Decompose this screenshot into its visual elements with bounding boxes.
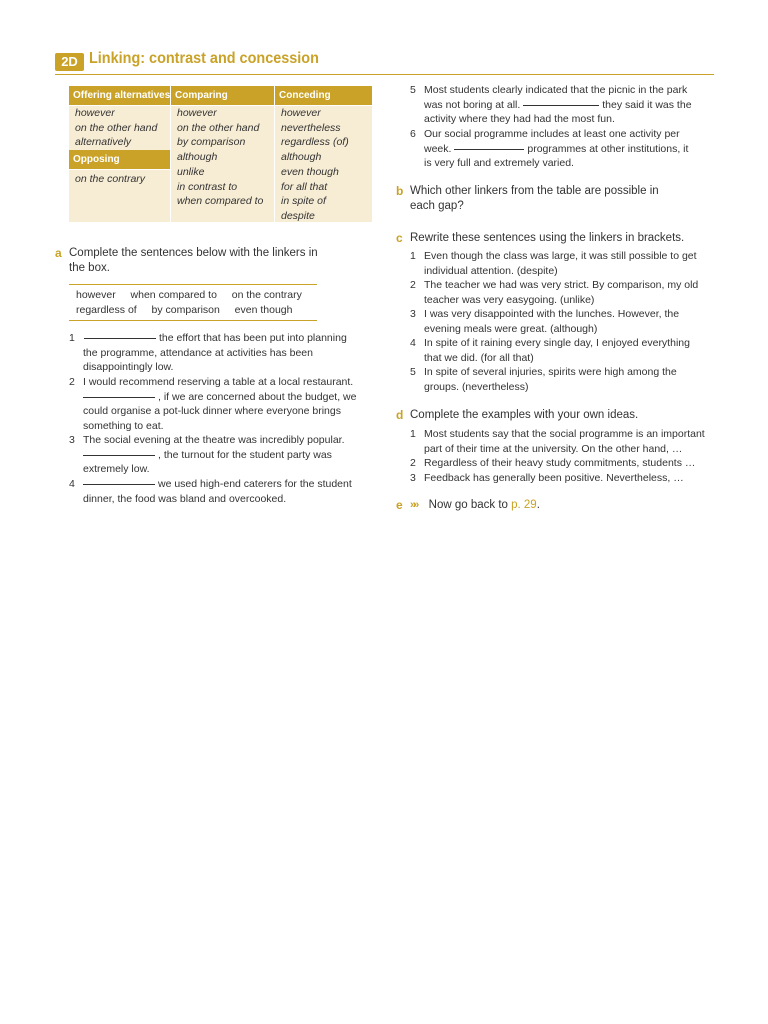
item-text: the programme, attendance at activities has been: [83, 346, 313, 359]
table-cell: despite: [281, 209, 315, 222]
word-box-bottom-rule: [69, 320, 317, 321]
list-item: [410, 365, 720, 395]
table-cell: unlike: [177, 165, 205, 178]
answer-blank[interactable]: [83, 454, 155, 456]
item-text: the effort that has been put into planning: [159, 332, 347, 344]
section-b-letter: b: [396, 184, 404, 198]
section-a-letter: a: [55, 246, 62, 260]
item-text: Feedback has generally been positive. Nevertheless, …: [424, 472, 684, 484]
double-chevron-right-icon: »»: [410, 499, 417, 511]
item-text: teacher was very easygoing. (unlike): [424, 293, 595, 306]
list-item: [410, 127, 720, 171]
answer-blank[interactable]: [83, 483, 155, 485]
list-item: [410, 456, 720, 471]
table-cell: on the contrary: [75, 173, 146, 185]
item-number: 3: [410, 472, 416, 484]
table-cell: however: [281, 107, 321, 119]
box-word: regardless of: [76, 304, 137, 316]
item-text: we used high-end caterers for the student: [158, 478, 352, 490]
item-text: individual attention. (despite): [424, 264, 558, 277]
list-item: [410, 249, 720, 279]
item-text: disappointingly low.: [83, 361, 174, 374]
section-a-instruction: [69, 246, 318, 276]
box-word: even though: [234, 304, 293, 316]
table-cell: on the other hand: [177, 121, 260, 134]
section-c-letter: c: [396, 231, 403, 245]
table-cell: by comparison: [177, 136, 246, 149]
page-title: Linking: contrast and concession: [89, 50, 319, 67]
item-text: something to eat.: [83, 419, 164, 432]
table-cell: on the other hand: [75, 121, 158, 134]
list-item: [410, 278, 720, 308]
section-c-instruction: Rewrite these sentences using the linkers in brackets.: [410, 232, 685, 244]
word-box-top-rule: [69, 284, 317, 285]
table-cell: alternatively: [75, 136, 132, 149]
list-item: [69, 433, 379, 477]
table-cell: for all that: [281, 180, 328, 193]
list-item: [69, 477, 379, 507]
item-text: programmes at other institutions, it: [527, 142, 689, 155]
list-item: [410, 427, 720, 457]
item-text: , if we are concerned about the budget, we: [158, 390, 357, 403]
item-text: Most students clearly indicated that the picnic in the park: [424, 84, 688, 96]
item-text: In spite of it raining every single day, I enjoyed everything: [424, 337, 690, 349]
item-text: groups. (nevertheless): [424, 380, 529, 393]
item-text: was not boring at all.: [424, 98, 521, 111]
instruction-line: Which other linkers from the table are possible in: [410, 185, 659, 197]
item-text: Regardless of their heavy study commitments, students …: [424, 457, 696, 469]
list-item: [69, 331, 379, 375]
item-text: The social evening at the theatre was incredibly popular.: [83, 434, 345, 446]
table-cell: in contrast to: [177, 180, 238, 193]
item-text: Our social programme includes at least one activity per: [424, 128, 680, 140]
table-heading-comparing: Comparing: [171, 86, 274, 106]
answer-blank[interactable]: [83, 396, 155, 398]
answer-blank[interactable]: [454, 148, 524, 150]
item-number: 5: [410, 366, 416, 378]
table-column-conceding: [275, 86, 372, 222]
unit-badge: 2D: [55, 53, 84, 71]
header-divider: [55, 74, 714, 75]
table-cell: when compared to: [177, 195, 264, 208]
word-box-row: [76, 288, 302, 303]
table-cell: however: [177, 107, 217, 119]
item-text: Most students say that the social programme is an important: [424, 428, 705, 440]
item-text: In spite of several injuries, spirits were high among the: [424, 366, 677, 378]
list-item: [69, 375, 379, 435]
item-number: 5: [410, 84, 416, 96]
item-number: 2: [410, 279, 416, 291]
box-word: when compared to: [130, 289, 217, 301]
page-link[interactable]: p. 29: [511, 499, 537, 511]
item-text: could organise a pot-luck dinner where everyone brings: [83, 405, 341, 418]
table-cell: in spite of: [281, 195, 326, 208]
table-heading-conceding: Conceding: [275, 86, 372, 106]
item-text: , the turnout for the student party was: [158, 448, 332, 461]
item-text: is very full and extremely varied.: [424, 157, 574, 170]
answer-blank[interactable]: [84, 337, 156, 339]
item-text: dinner, the food was bland and overcooked.: [83, 492, 287, 505]
item-text: I was very disappointed with the lunches. However, the: [424, 308, 680, 320]
table-column-offering: [69, 86, 170, 222]
item-text: extremely low.: [83, 463, 150, 476]
end-punctuation: .: [536, 499, 540, 511]
item-text: Even though the class was large, it was still possible to get: [424, 250, 697, 262]
box-word: by comparison: [151, 304, 220, 316]
list-item: [410, 307, 720, 337]
item-number: 2: [410, 457, 416, 469]
table-cell: however: [75, 107, 115, 119]
word-box-row: [76, 303, 292, 318]
item-text: part of their time at the university. On the other hand, …: [424, 442, 683, 455]
item-text: that we did. (for all that): [424, 351, 534, 364]
item-number: 1: [410, 250, 416, 262]
item-number: 4: [410, 337, 416, 349]
table-cell: even though: [281, 165, 339, 178]
section-d-instruction: Complete the examples with your own ideas.: [410, 409, 639, 421]
section-b-instruction: [410, 184, 659, 214]
box-word: however: [76, 289, 116, 301]
table-cell: although: [177, 151, 218, 164]
table-heading-opposing: Opposing: [69, 150, 170, 170]
go-back-text: Now go back to: [428, 499, 508, 511]
table-column-comparing: [171, 86, 274, 222]
list-item: [410, 336, 720, 366]
instruction-line: the box.: [69, 262, 110, 274]
table-cell: nevertheless: [281, 121, 341, 134]
item-number: 6: [410, 128, 416, 140]
item-number: 1: [69, 332, 75, 344]
item-number: 3: [410, 308, 416, 320]
item-number: 4: [69, 478, 75, 490]
answer-blank[interactable]: [523, 104, 599, 106]
box-word: on the contrary: [231, 289, 302, 301]
section-e-line: [410, 498, 540, 513]
item-text: activity where they had had the most fun.: [424, 113, 615, 126]
item-text: week.: [424, 142, 452, 155]
table-cell: although: [281, 151, 322, 164]
instruction-line: each gap?: [410, 200, 464, 212]
item-number: 3: [69, 434, 75, 446]
item-text: they said it was the: [602, 98, 692, 111]
item-text: The teacher we had was very strict. By comparison, my old: [424, 279, 699, 291]
section-e-letter: e: [396, 498, 403, 512]
item-number: 2: [69, 376, 75, 388]
item-number: 1: [410, 428, 416, 440]
item-text: I would recommend reserving a table at a local restaurant.: [83, 376, 354, 388]
table-cell: regardless (of): [281, 136, 349, 149]
list-item: [410, 471, 720, 486]
table-heading-offering: Offering alternatives: [69, 86, 170, 106]
instruction-line: Complete the sentences below with the linkers in: [69, 247, 318, 259]
list-item: [410, 83, 720, 127]
section-d-letter: d: [396, 408, 404, 422]
item-text: evening meals were great. (although): [424, 322, 598, 335]
